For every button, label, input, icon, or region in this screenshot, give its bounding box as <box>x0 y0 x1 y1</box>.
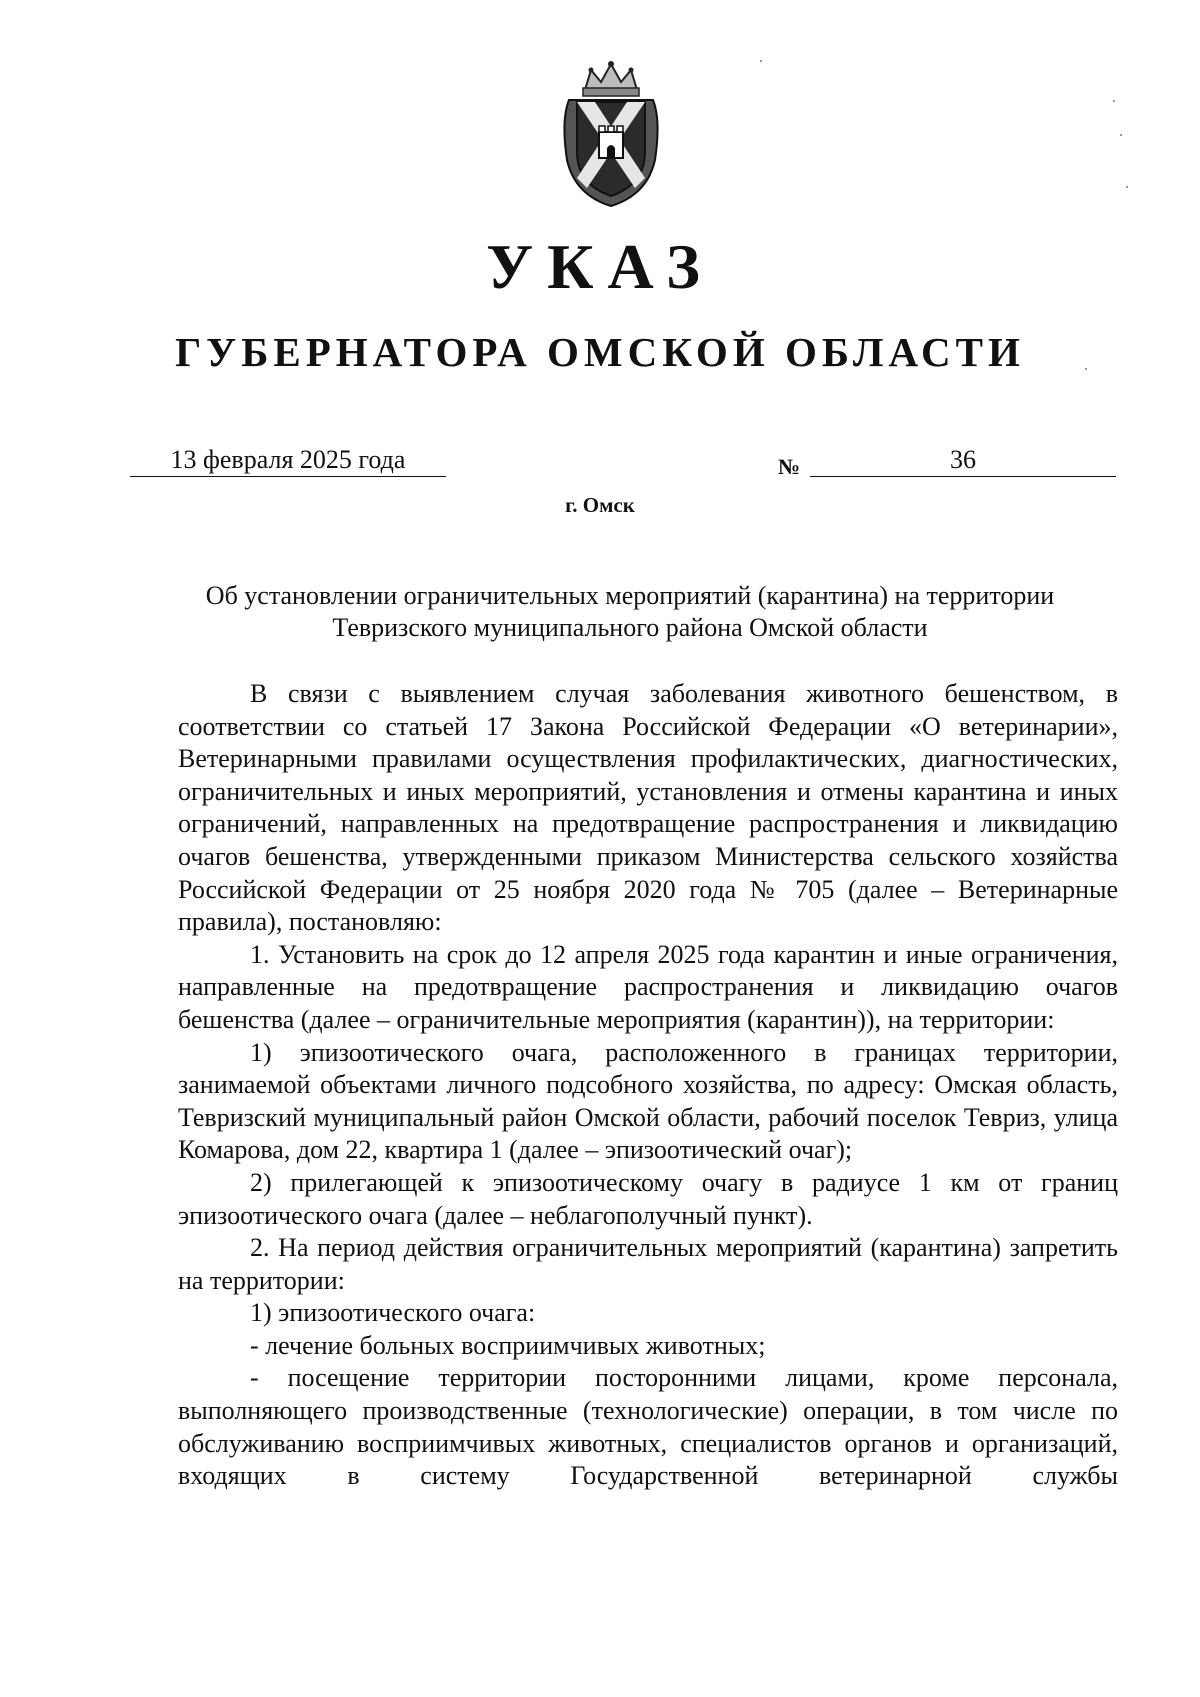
scan-speck <box>760 60 762 62</box>
clause-1-item-2: 2) прилегающей к эпизоотическому очагу в радиусе 1 км от границ эпизоотического очага (далее – неблагополучный пункт). <box>178 1167 1118 1230</box>
scan-speck <box>1126 186 1128 188</box>
decree-city: г. Омск <box>565 493 635 517</box>
clause-1-item-1: 1) эпизоотического очага, расположенного в границах территории, занимаемой объектами личного подсобного хозяйства, по адресу: Омская область, Тевризский муниципальный район Омской области, рабочий поселок Тевриз, улица Комарова, дом 22, квартира 1 (далее – эпизоотический очаг); <box>178 1037 1118 1165</box>
decree-date: 13 февраля 2025 года <box>130 444 446 477</box>
coat-of-arms-emblem <box>555 60 667 210</box>
clause-1-paragraph: 1. Установить на срок до 12 апреля 2025 года карантин и иные ограничения, направленные на предотвращение распространения и ликвидацию очагов бешенства (далее – ограничительные мероприятия (карантин)), на территории: <box>178 939 1118 1034</box>
prohibition-item: - лечение больных восприимчивых животных; <box>250 1330 766 1360</box>
decree-body <box>178 678 1118 1493</box>
coat-of-arms-icon <box>555 60 667 210</box>
scan-speck <box>1085 368 1087 370</box>
heading-line: Об установлении ограничительных мероприятий (карантина) на территории <box>205 581 1055 610</box>
scan-speck <box>1113 100 1115 102</box>
heading-line: Тевризского муниципального района Омской области <box>332 613 928 642</box>
clause-2-item-1: 1) эпизоотического очага: <box>250 1298 536 1328</box>
decree-title: УКАЗ <box>486 231 714 302</box>
prohibition-item: - посещение территории посторонними лицами, кроме персонала, выполняющего производственные (технологические) операции, в том числе по обслуживанию восприимчивых животных, специалистов органов и организаций, входящих в систему Государственной ветеринарной службы <box>178 1363 1118 1491</box>
number-label: № <box>778 454 801 479</box>
decree-heading <box>150 580 1110 644</box>
scan-speck <box>1120 134 1122 136</box>
preamble-paragraph: В связи с выявлением случая заболевания животного бешенством, в соответствии со статьей 17 Закона Российской Федерации «О ветеринарии», Ветеринарными правилами осуществления профилактических, диагностических, ограничительных и иных мероприятий, установления и отмены карантина и иных ограничений, направленных на предотвращение распространения и ликвидацию очагов бешенства, утвержденными приказом Министерства сельского хозяйства Российской Федерации от 25 ноября 2020 года № 705 (далее – Ветеринарные правила), постановляю: <box>178 679 1118 937</box>
decree-number: 36 <box>810 444 1116 477</box>
decree-issuer: ГУБЕРНАТОРА ОМСКОЙ ОБЛАСТИ <box>175 329 1025 375</box>
clause-2-paragraph: 2. На период действия ограничительных мероприятий (карантина) запретить на территории: <box>178 1233 1118 1295</box>
